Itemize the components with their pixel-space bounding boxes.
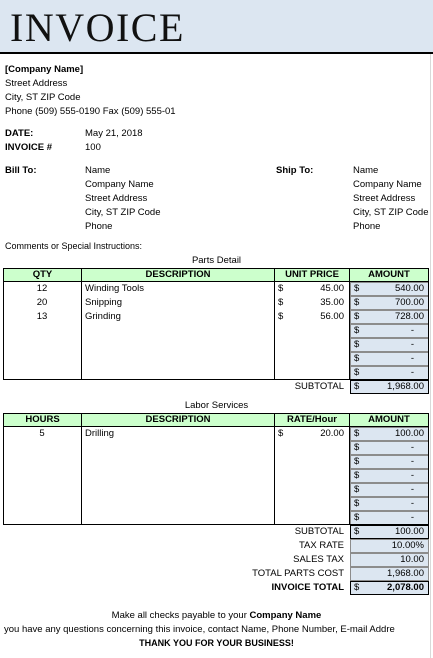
- bill-to-company[interactable]: Company Name: [85, 179, 154, 190]
- bill-to-street[interactable]: Street Address: [85, 193, 148, 204]
- parts-description-cell[interactable]: Snipping: [85, 297, 122, 308]
- comments-label[interactable]: Comments or Special Instructions:: [5, 241, 143, 251]
- totals-value-cell: [350, 539, 429, 553]
- currency-symbol: $: [354, 311, 360, 322]
- parts-description-cell[interactable]: Winding Tools: [85, 283, 144, 294]
- parts-description-cell[interactable]: Grinding: [85, 311, 121, 322]
- currency-symbol: $: [354, 498, 360, 509]
- parts-qty-cell[interactable]: 13: [36, 311, 48, 322]
- labor-amount-cell: [350, 483, 429, 497]
- parts-amount-cell: [350, 296, 429, 310]
- currency-symbol: $: [278, 283, 284, 294]
- invoice-number-value[interactable]: 100: [85, 142, 101, 153]
- parts-subtotal-label: SUBTOTAL: [294, 381, 344, 392]
- labor-amount-value: -: [410, 442, 414, 453]
- parts-price-cell[interactable]: 56.00: [320, 311, 344, 322]
- checks-payable-note: [0, 610, 433, 621]
- totals-value: 10.00: [400, 554, 424, 565]
- bill-to-phone[interactable]: Phone: [85, 221, 113, 232]
- labor-amount-cell: [350, 455, 429, 469]
- labor-subtotal-cell: [350, 525, 429, 539]
- currency-symbol: $: [354, 442, 360, 453]
- labor-amount-value: -: [410, 456, 414, 467]
- company-name[interactable]: [Company Name]: [5, 64, 84, 75]
- checks-company-name: Company Name: [249, 610, 322, 621]
- parts-amount-cell: [350, 366, 429, 380]
- totals-label: TAX RATE: [298, 540, 344, 551]
- parts-amount-value: -: [410, 339, 414, 350]
- totals-value: 2,078.00: [387, 582, 424, 593]
- parts-border-left: [3, 281, 4, 380]
- labor-border-left: [3, 426, 4, 525]
- totals-value: 10.00%: [391, 540, 424, 551]
- invoice-header-band: [0, 0, 433, 54]
- questions-note: you have any questions concerning this invoice, contact Name, Phone Number, E-mail Addre: [4, 624, 395, 635]
- currency-symbol: $: [354, 325, 360, 336]
- currency-symbol: $: [354, 512, 360, 523]
- totals-value-cell: [350, 567, 429, 581]
- currency-symbol: $: [354, 353, 360, 364]
- parts-col-description: DESCRIPTION: [81, 268, 275, 282]
- parts-qty-cell[interactable]: 20: [36, 297, 48, 308]
- labor-amount-value: -: [410, 470, 414, 481]
- totals-label: INVOICE TOTAL: [271, 582, 344, 593]
- parts-amount-cell: [350, 352, 429, 366]
- totals-label: SALES TAX: [293, 554, 344, 565]
- labor-amount-cell: [350, 497, 429, 511]
- labor-description-cell[interactable]: Drilling: [85, 428, 115, 439]
- bill-to-city[interactable]: City, ST ZIP Code: [85, 207, 161, 218]
- labor-subtotal-label: SUBTOTAL: [294, 526, 344, 537]
- parts-amount-value: 540.00: [394, 283, 424, 294]
- sheet-gridline: [430, 0, 431, 658]
- labor-qty-cell[interactable]: 5: [39, 428, 45, 439]
- ship-to-phone[interactable]: Phone: [353, 221, 381, 232]
- labor-amount-value: -: [410, 498, 414, 509]
- labor-border: [274, 426, 275, 525]
- labor-subtotal-value: 100.00: [394, 526, 424, 537]
- currency-symbol: $: [354, 339, 360, 350]
- totals-value: 1,968.00: [387, 568, 424, 579]
- invoice-title: INVOICE: [10, 5, 185, 50]
- labor-border: [349, 426, 350, 525]
- parts-amount-cell: [350, 338, 429, 352]
- ship-to-company[interactable]: Company Name: [353, 179, 422, 190]
- ship-to-label: Ship To:: [276, 165, 314, 176]
- parts-amount-cell: [350, 324, 429, 338]
- labor-col-description: DESCRIPTION: [81, 413, 275, 427]
- labor-amount-cell: [350, 511, 429, 525]
- currency-symbol: $: [354, 381, 360, 392]
- labor-section-title: Labor Services: [184, 400, 249, 411]
- currency-symbol: $: [354, 428, 360, 439]
- parts-amount-value: -: [410, 367, 414, 378]
- company-city[interactable]: City, ST ZIP Code: [5, 92, 81, 103]
- labor-amount-cell: [350, 441, 429, 455]
- currency-symbol: $: [354, 456, 360, 467]
- company-phone-fax[interactable]: Phone (509) 555-0190 Fax (509) 555-01: [5, 106, 176, 117]
- currency-symbol: $: [278, 297, 284, 308]
- labor-amount-cell: [350, 469, 429, 483]
- invoice-number-label: INVOICE #: [5, 142, 52, 153]
- date-value[interactable]: May 21, 2018: [85, 128, 143, 139]
- parts-amount-value: 700.00: [394, 297, 424, 308]
- labor-amount-value: -: [410, 512, 414, 523]
- currency-symbol: $: [278, 311, 284, 322]
- parts-col-amount: AMOUNT: [349, 268, 429, 282]
- labor-amount-value: -: [410, 484, 414, 495]
- date-label: DATE:: [5, 128, 34, 139]
- thank-you-note: THANK YOU FOR YOUR BUSINESS!: [139, 638, 294, 648]
- totals-value-cell: [350, 581, 429, 595]
- parts-subtotal-cell: [350, 380, 429, 394]
- totals-label: TOTAL PARTS COST: [252, 568, 344, 579]
- company-street[interactable]: Street Address: [5, 78, 68, 89]
- currency-symbol: $: [354, 526, 360, 537]
- parts-border-right: [428, 281, 429, 380]
- parts-border: [274, 281, 275, 380]
- parts-amount-value: 728.00: [394, 311, 424, 322]
- labor-amount-value: 100.00: [394, 428, 424, 439]
- parts-subtotal-value: 1,968.00: [387, 381, 424, 392]
- currency-symbol: $: [354, 470, 360, 481]
- parts-amount-value: -: [410, 325, 414, 336]
- parts-section-title: Parts Detail: [191, 255, 242, 266]
- currency-symbol: $: [354, 484, 360, 495]
- labor-price-cell[interactable]: 20.00: [320, 428, 344, 439]
- parts-border: [81, 281, 82, 380]
- labor-border-right: [428, 426, 429, 525]
- parts-amount-cell: [350, 282, 429, 296]
- ship-to-street[interactable]: Street Address: [353, 193, 416, 204]
- totals-value-cell: [350, 553, 429, 567]
- labor-col-amount: AMOUNT: [349, 413, 429, 427]
- parts-qty-cell[interactable]: 12: [36, 283, 48, 294]
- bill-to-label: Bill To:: [5, 165, 37, 176]
- ship-to-name[interactable]: Name: [353, 165, 379, 176]
- currency-symbol: $: [278, 428, 284, 439]
- currency-symbol: $: [354, 367, 360, 378]
- parts-col-qty: QTY: [3, 268, 82, 282]
- currency-symbol: $: [354, 582, 360, 593]
- labor-amount-cell: [350, 427, 429, 441]
- bill-to-name[interactable]: Name: [85, 165, 111, 176]
- parts-border: [349, 281, 350, 380]
- currency-symbol: $: [354, 297, 360, 308]
- labor-col-hours: HOURS: [3, 413, 82, 427]
- checks-prefix: Make all checks payable to your: [111, 610, 250, 621]
- parts-amount-value: -: [410, 353, 414, 364]
- labor-border: [81, 426, 82, 525]
- parts-col-unit-price: UNIT PRICE: [274, 268, 350, 282]
- parts-price-cell[interactable]: 45.00: [320, 283, 344, 294]
- labor-col-rate: RATE/Hour: [274, 413, 350, 427]
- currency-symbol: $: [354, 283, 360, 294]
- parts-amount-cell: [350, 310, 429, 324]
- ship-to-city[interactable]: City, ST ZIP Code: [353, 207, 429, 218]
- parts-price-cell[interactable]: 35.00: [320, 297, 344, 308]
